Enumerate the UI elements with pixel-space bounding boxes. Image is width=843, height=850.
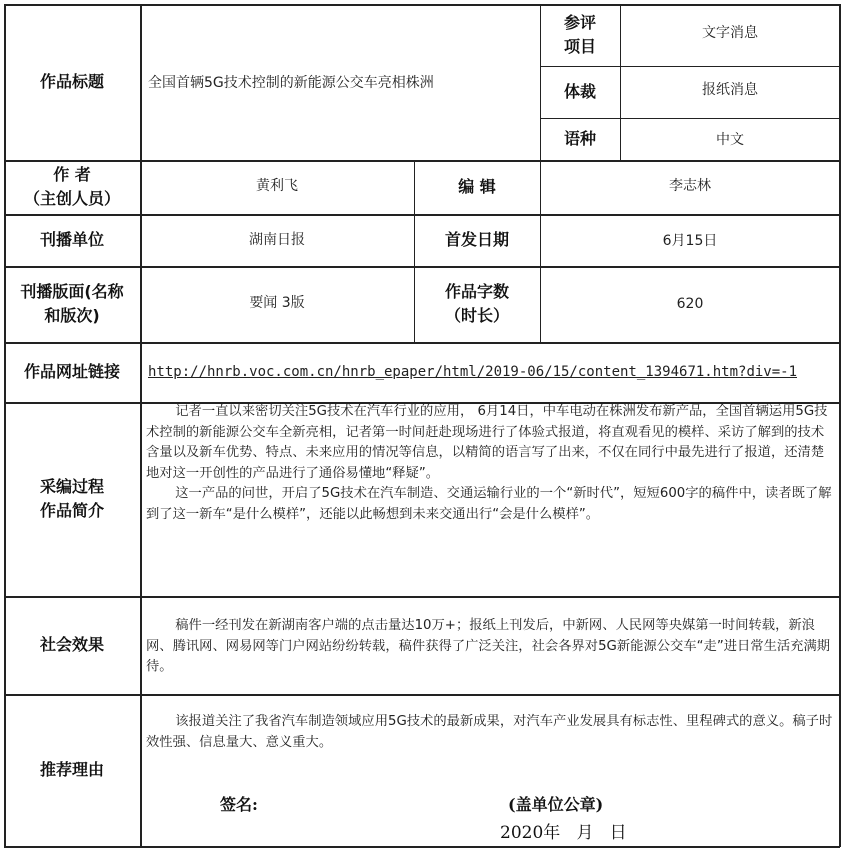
summary-label bbox=[4, 402, 140, 596]
grid-line bbox=[140, 4, 142, 847]
page-label-line1: 刊播版面(名称 bbox=[20, 282, 124, 301]
summary-text bbox=[146, 402, 834, 525]
reason-label: 推荐理由 bbox=[39, 760, 104, 779]
genre-value: 报纸消息 bbox=[702, 82, 758, 98]
effect-text bbox=[146, 616, 834, 678]
reason-paragraph: 该报道关注了我省汽车制造领域应用5G技术的最新成果，对汽车产业发展具有标志性、里程碑式的意义。稿子时效性强、信息量大、意义重大。 bbox=[146, 714, 833, 750]
category-value: 文字消息 bbox=[702, 25, 758, 41]
language-label: 语种 bbox=[563, 129, 596, 148]
first-date-label: 首发日期 bbox=[444, 230, 509, 249]
category-label-line2: 项目 bbox=[563, 37, 596, 56]
page-label bbox=[4, 266, 140, 342]
word-count-value: 620 bbox=[676, 296, 704, 312]
url-cell bbox=[148, 342, 838, 402]
title-label: 作品标题 bbox=[39, 72, 104, 91]
sign-label: 签名: bbox=[220, 795, 258, 814]
author-value: 黄利飞 bbox=[256, 178, 298, 194]
author-label-line2: （主创人员） bbox=[23, 189, 120, 208]
reason-text bbox=[146, 712, 834, 753]
word-count-label bbox=[414, 266, 540, 342]
publisher-value: 湖南日报 bbox=[249, 232, 305, 248]
summary-paragraph-1: 记者一直以来密切关注5G技术在汽车行业的应用， 6月14日，中车电动在株洲发布新产品，全国首辆运用5G技术控制的新能源公交车全新亮相，记者第一时间赶赴现场进行了体验式报道，将直观看见的模样、采访了解到的技术含量以及新车优势、特点、未来应用的情况等信息，以精简的语言写了出来，不仅在同行中最先进行了报道，还清楚地对这一开创性的产品进行了通俗易懂地“释疑”。 bbox=[146, 404, 828, 481]
category-label-line1: 参评 bbox=[563, 13, 596, 32]
language-value: 中文 bbox=[716, 132, 744, 148]
sign-date: 2020年 月 日 bbox=[500, 823, 627, 843]
summary-label-line1: 采编过程 bbox=[39, 477, 104, 496]
summary-label-line2: 作品简介 bbox=[39, 501, 104, 520]
page-value: 要闻 3版 bbox=[249, 295, 305, 311]
url-link[interactable]: http://hnrb.voc.com.cn/hnrb_epaper/html/2019-06/15/content_1394671.htm?div=-1 bbox=[148, 364, 798, 380]
summary-paragraph-2: 这一产品的问世，开启了5G技术在汽车制造、交通运输行业的一个“新时代”，短短600字的稿件中，读者既了解到了这一新车“是什么模样”，还能以此畅想到未来交通出行“会是什么模样”。 bbox=[146, 486, 832, 522]
effect-paragraph: 稿件一经刊发在新湖南客户端的点击量达10万+；报纸上刊发后，中新网、人民网等央媒第一时间转载，新浪网、腾讯网、网易网等门户网站纷纷转载，稿件获得了广泛关注，社会各界对5G新能源公交车“走”进日常生活充满期待。 bbox=[146, 618, 831, 674]
author-label bbox=[4, 160, 140, 214]
word-count-label-line2: （时长） bbox=[444, 306, 509, 325]
page-label-line2: 和版次) bbox=[44, 306, 100, 325]
editor-label: 编 辑 bbox=[458, 177, 496, 196]
seal-label: (盖单位公章) bbox=[508, 795, 604, 814]
edge-marker bbox=[840, 700, 841, 714]
url-label: 作品网址链接 bbox=[23, 362, 120, 381]
word-count-label-line1: 作品字数 bbox=[444, 282, 509, 301]
effect-label: 社会效果 bbox=[39, 635, 104, 654]
genre-label: 体裁 bbox=[563, 82, 596, 101]
title-value: 全国首辆5G技术控制的新能源公交车亮相株洲 bbox=[148, 75, 434, 91]
publisher-label: 刊播单位 bbox=[39, 230, 104, 249]
category-label bbox=[540, 4, 620, 66]
grid-line bbox=[4, 846, 840, 848]
editor-value: 李志林 bbox=[669, 178, 711, 194]
first-date-value: 6月15日 bbox=[662, 233, 718, 249]
author-label-line1: 作 者 bbox=[53, 165, 91, 184]
